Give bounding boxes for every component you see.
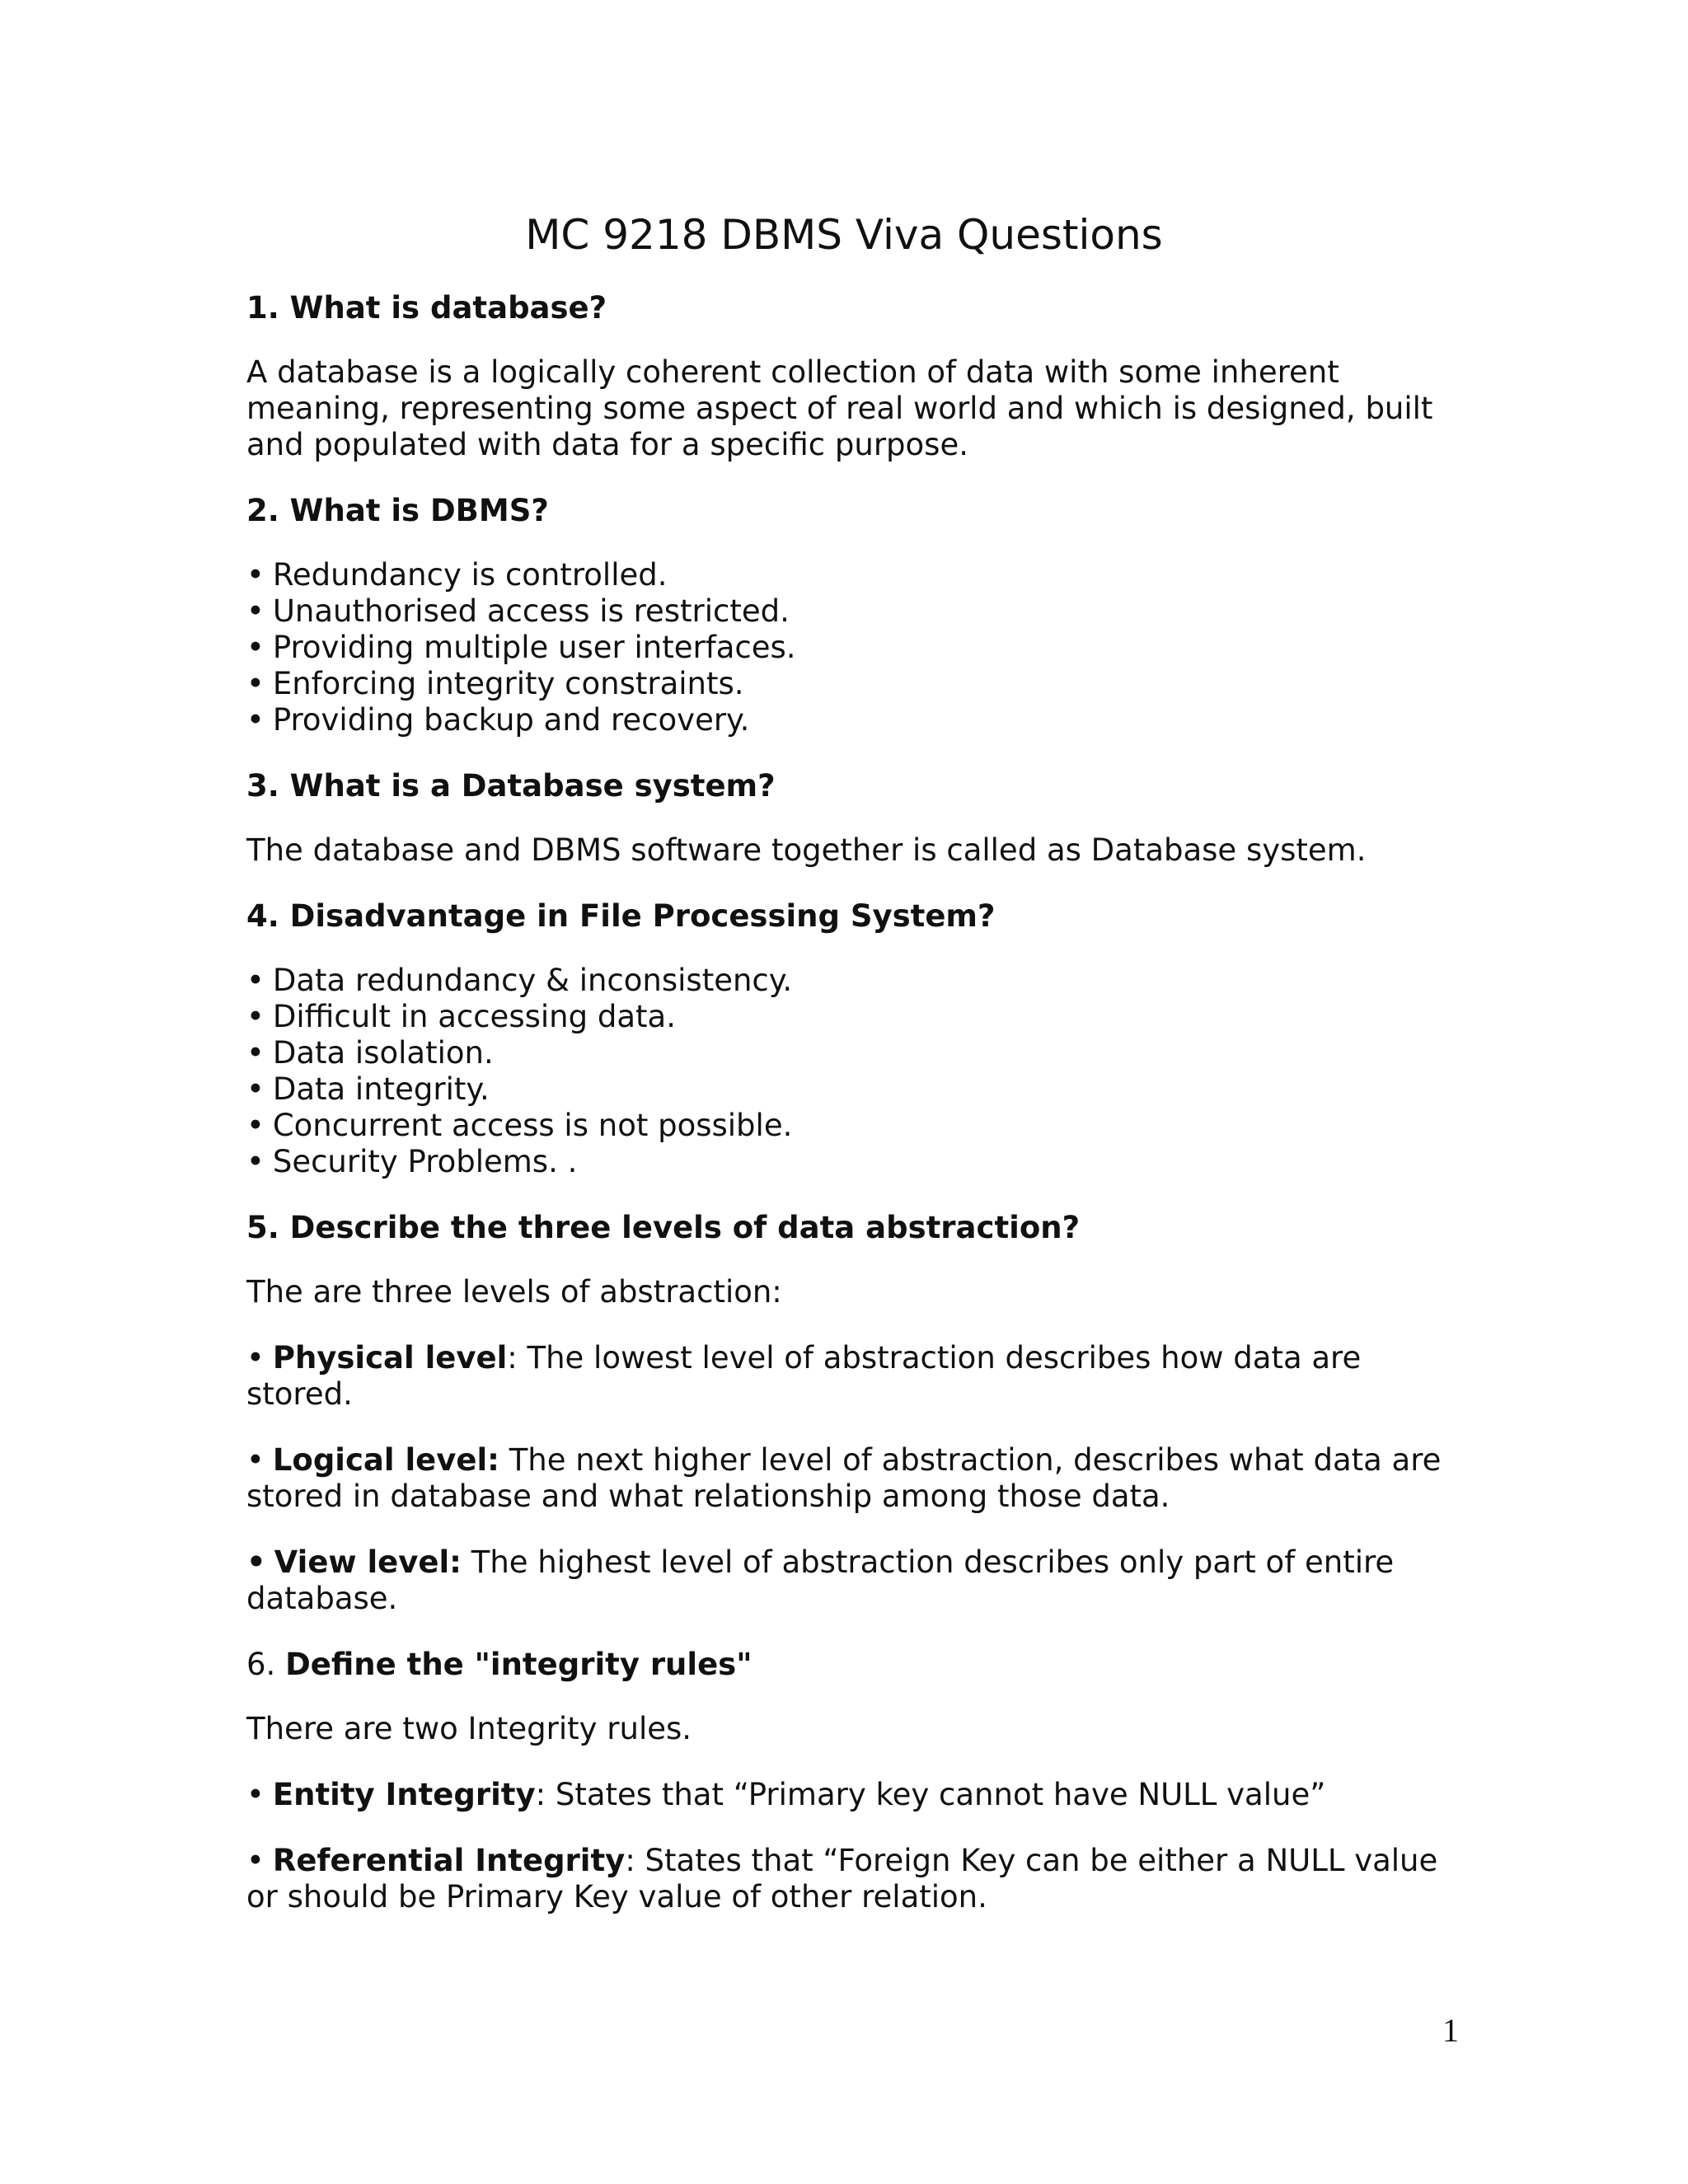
document-body xyxy=(246,290,1466,1945)
question-2-list xyxy=(246,557,1466,738)
bullet-icon: • xyxy=(246,1035,265,1071)
list-item: • Providing backup and recovery. xyxy=(246,702,750,738)
referential-integrity-paragraph: • Referential Integrity: States that “Foreign Key can be either a NULL value or should be Primary Key value of other relation. xyxy=(246,1843,1438,1915)
bullet-icon: • xyxy=(246,1544,266,1580)
bullet-icon: • xyxy=(246,702,265,738)
term: View level: xyxy=(274,1544,462,1580)
list-item: • Data integrity. xyxy=(246,1071,490,1107)
list-item: • Difficult in accessing data. xyxy=(246,999,676,1034)
term: Physical level xyxy=(272,1340,508,1376)
list-item: • Security Problems. . xyxy=(246,1144,578,1179)
definition: States that “Primary key cannot have NULL value” xyxy=(555,1777,1326,1812)
definition: States that “Foreign Key can be either a NULL value or should be Primary Key value of other relation. xyxy=(246,1843,1438,1915)
term: Referential Integrity xyxy=(272,1843,626,1878)
term: Logical level: xyxy=(272,1442,499,1478)
question-6-intro: There are two Integrity rules. xyxy=(246,1711,692,1746)
physical-level-paragraph: • Physical level: The lowest level of abstraction describes how data are stored. xyxy=(246,1340,1362,1412)
question-4-heading: 4. Disadvantage in File Processing System? xyxy=(246,898,996,934)
definition: The highest level of abstraction describes only part of entire database. xyxy=(246,1544,1395,1616)
list-item: • Enforcing integrity constraints. xyxy=(246,666,744,701)
bullet-icon: • xyxy=(246,666,265,701)
question-1-answer: A database is a logically coherent collection of data with some inherent meaning, representing some aspect of real world and which is designed, built and populated with data for a specific purpose. xyxy=(246,354,1433,462)
list-item: • Concurrent access is not possible. xyxy=(246,1108,793,1143)
bullet-icon: • xyxy=(246,999,265,1034)
question-6-heading: 6. Define the "integrity rules" xyxy=(246,1647,753,1682)
list-item: • Redundancy is controlled. xyxy=(246,557,668,593)
view-level-paragraph xyxy=(246,1544,1466,1617)
list-item: • Data redundancy & inconsistency. xyxy=(246,963,793,998)
page-number: 1 xyxy=(1442,2012,1459,2049)
bullet-icon: • xyxy=(246,593,265,629)
bullet-icon: • xyxy=(246,1442,265,1478)
bullet-icon: • xyxy=(246,557,265,593)
question-3-heading: 3. What is a Database system? xyxy=(246,768,776,804)
list-item: • Unauthorised access is restricted. xyxy=(246,593,790,629)
bullet-icon: • xyxy=(246,1843,265,1878)
question-number: 6. xyxy=(246,1647,286,1682)
question-2-heading: 2. What is DBMS? xyxy=(246,493,549,528)
term: Entity Integrity xyxy=(272,1777,536,1812)
definition: The next higher level of abstraction, describes what data are stored in database and what relationship among those data. xyxy=(246,1442,1442,1514)
bullet-icon: • xyxy=(246,1340,265,1376)
question-1-heading: 1. What is database? xyxy=(246,290,607,326)
bullet-icon: • xyxy=(246,1777,265,1812)
bullet-icon: • xyxy=(246,1108,265,1143)
bullet-icon: • xyxy=(246,1071,265,1107)
question-5-heading: 5. Describe the three levels of data abstraction? xyxy=(246,1210,1081,1245)
bullet-icon: • xyxy=(246,630,265,665)
page-title: MC 9218 DBMS Viva Questions xyxy=(525,211,1163,259)
list-item: • Providing multiple user interfaces. xyxy=(246,630,796,665)
bullet-icon: • xyxy=(246,963,265,998)
logical-level-paragraph xyxy=(246,1442,1466,1515)
bullet-icon: • xyxy=(246,1144,265,1179)
list-item: • Data isolation. xyxy=(246,1035,494,1071)
question-3-answer: The database and DBMS software together is called as Database system. xyxy=(246,832,1367,868)
entity-integrity-paragraph: • Entity Integrity: States that “Primary key cannot have NULL value” xyxy=(246,1777,1326,1812)
question-5-intro: The are three levels of abstraction: xyxy=(246,1274,782,1310)
definition: The lowest level of abstraction describes how data are stored. xyxy=(246,1340,1362,1412)
question-4-list xyxy=(246,963,1466,1180)
